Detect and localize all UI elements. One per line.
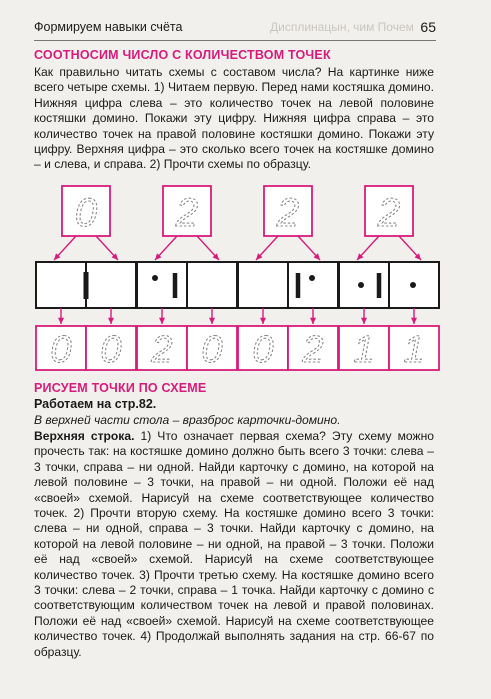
schemes-svg <box>0 178 491 378</box>
scheme-1-bottom-right-digit: 0 <box>201 329 223 371</box>
scheme-1-arrow-down-right-head <box>209 318 215 324</box>
domino-schemes <box>0 178 491 378</box>
scheme-2-bottom-left-digit: 0 <box>252 329 274 371</box>
scheme-3-arrow-down-left-head <box>361 318 367 324</box>
scheme-1-arrow-down-left-head <box>159 318 165 324</box>
scheme-0-arrow-down-left-head <box>58 318 64 324</box>
scheme-3-bottom-right-digit: 1 <box>403 329 425 371</box>
scheme-3-arrow-down-right-head <box>411 318 417 324</box>
page-number: 65 <box>420 19 436 35</box>
scheme-2-bottom-right-digit: 2 <box>302 329 324 371</box>
scheme-2-arrow-down-left-head <box>260 318 266 324</box>
section-title-counting: СООТНОСИМ ЧИСЛО С КОЛИЧЕСТВОМ ТОЧЕК <box>34 48 331 62</box>
scheme-3-left-dot <box>358 282 364 288</box>
scheme-3-top-digit: 2 <box>377 191 401 235</box>
scheme-0-arrow-down-right-head <box>108 318 114 324</box>
table-note <box>34 413 434 428</box>
top-row-label: Верхняя строка. <box>34 429 135 443</box>
scheme-2-right-dot <box>309 275 315 281</box>
scheme-2-arrow-down-right-head <box>310 318 316 324</box>
scheme-1-bottom-left-digit: 2 <box>151 329 173 371</box>
page-header <box>34 18 436 41</box>
scheme-3-right-dot <box>410 282 416 288</box>
header-bleed-text: Дисплинацын, чим Почем <box>270 20 414 34</box>
table-note-text: В верхней части стола – вразброс карточки-домино. <box>34 413 341 427</box>
scheme-3-bottom-left-digit: 1 <box>353 329 375 371</box>
scheme-0-top-digit: 0 <box>74 191 98 235</box>
scheme-1-top-digit: 2 <box>175 191 199 235</box>
scheme-2-top-digit: 2 <box>276 191 300 235</box>
header-title: Формируем навыки счёта <box>34 20 183 34</box>
scheme-0-bottom-left-digit: 0 <box>50 329 72 371</box>
instructions-body: 1) Что означает первая схема? Эту схему можно прочесть так: на костяшке домино должно быть всего 3 точки: слева – 3 точки, справа – ни одной. Найди карточку с домино, на которой на левой половине – 3 точки, на правой – ни одной. Положи её над «своей» схемой. Нарисуй на схеме соответствующее количество точек. 2) Прочти вторую схему. На костяшке домино всего 3 точки: слева – ни одной, справа – 3 точки. Найди карточку с домино, на которой на левой половине – ни одной, на правой – 3 точки. Положи её над «своей» схемой. Нарисуй на схеме соответствующее количество точек. 3) Прочти третью схему. На костяшке домино всего 3 точки: слева – 2 точки, справа – 1 точка. Найди карточку с домино с соответствующим количеством точек на левой и правой половинах. Положи её над «своей» схемой. Нарисуй на схеме соответствующее количество точек. 4) Продолжай выполнять задания на стр. 66-67 по образцу. <box>34 429 434 659</box>
scheme-0-bottom-right-digit: 0 <box>100 329 122 371</box>
section-title-draw-dots: РИСУЕМ ТОЧКИ ПО СХЕМЕ <box>34 381 207 395</box>
instructions-text <box>34 429 434 660</box>
section-intro-text: Как правильно читать схемы с составом числа? На картинке ниже всего четыре схемы. 1) Читаем первую. Перед нами костяшка домино. Нижняя цифра слева – это количество точек на левой половине костяшки домино. Покажи эту цифру. Нижняя цифра справа – это количество точек на правой половине костяшки домино. Покажи эту цифру. Верхняя цифра – это сколько всего точек на костяшке домино – и слева, и справа. 2) Прочти схемы по образцу. <box>34 65 434 172</box>
work-page-ref: Работаем на стр.82. <box>34 397 157 411</box>
scheme-1-left-dot <box>152 275 158 281</box>
